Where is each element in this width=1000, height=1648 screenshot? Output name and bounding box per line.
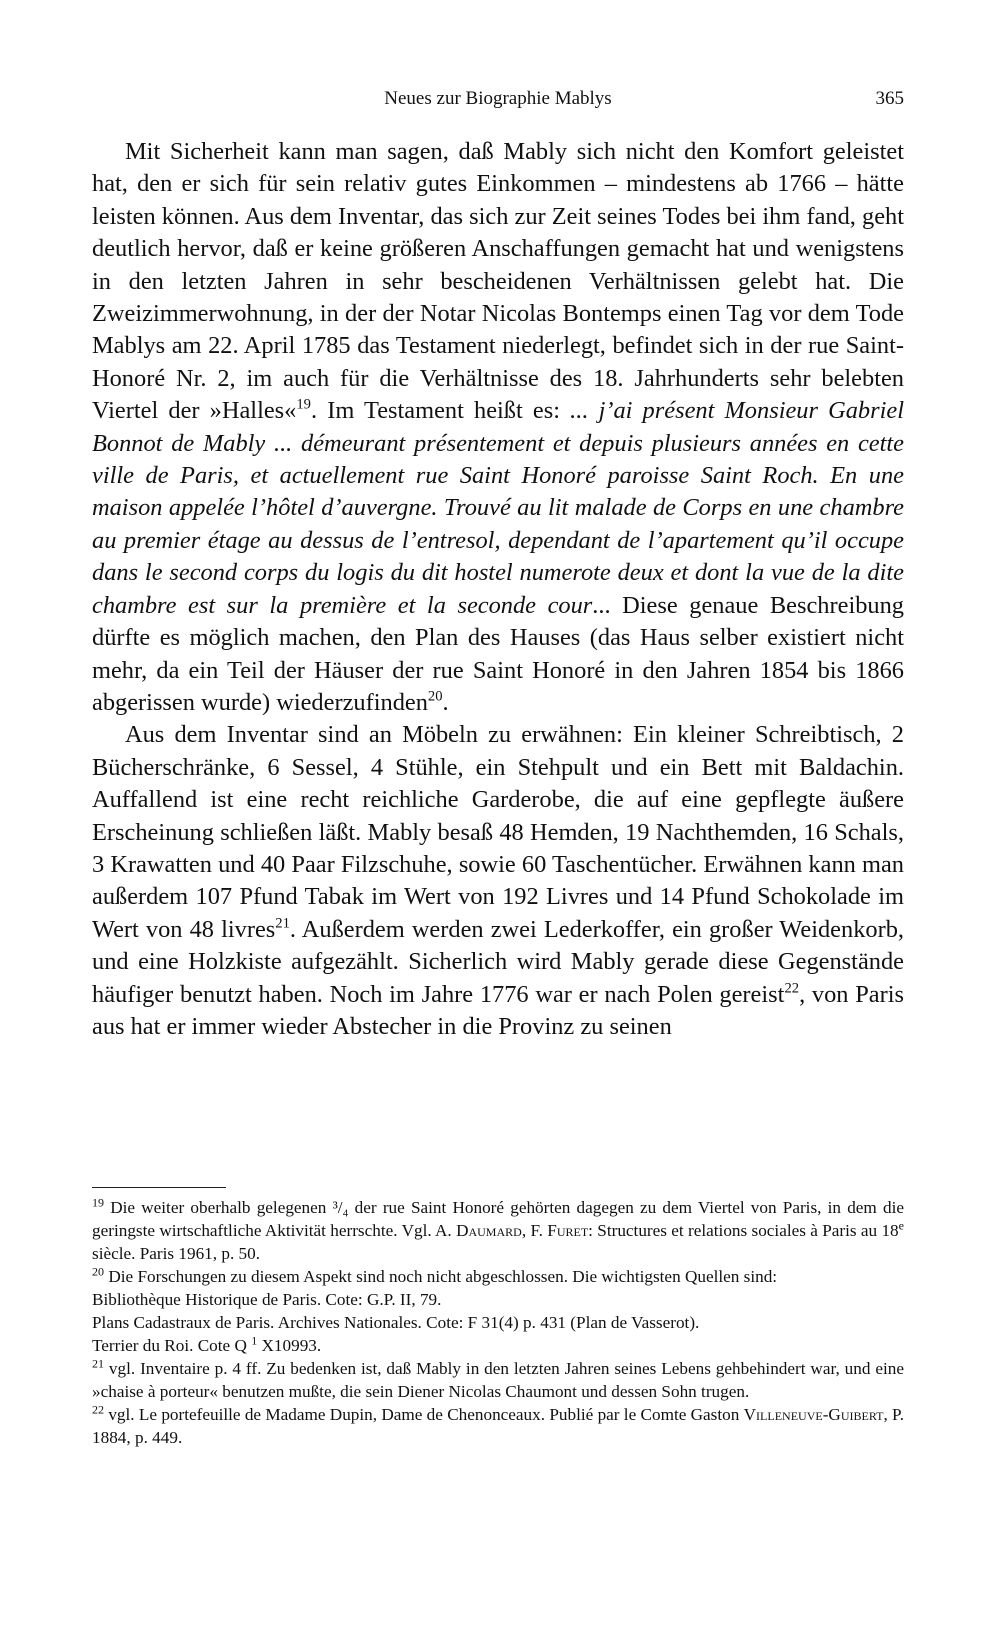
paragraph-2-text: Aus dem Inventar sind an Möbeln zu erwähnen: Ein kleiner Schreibtisch, 2 Bücherschränke, 6 Sessel, 4 Stühle, ein Stehpult und ein Bett mit Baldachin. Auffallend ist eine recht reichliche Garderobe, die auf eine gepflegte äußere Erscheinung schließen läßt. Mably besaß 48 Hemden, 19 Nachthemden, 16 Schals, 3 Krawatten und 40 Paar Filzschuhe, sowie 60 Taschentücher. Erwähnen kann man außerdem 107 Pfund Tabak im Wert von 192 Livres und 14 Pfund Schokolade im Wert von 48 livres: [92, 721, 904, 943]
footnote-text: Die Forschungen zu diesem Aspekt sind noch nicht abgeschlossen. Die wichtigsten Quellen sind:: [104, 1267, 778, 1286]
paragraph-1-text: Mit Sicherheit kann man sagen, daß Mably sich nicht den Komfort geleistet hat, den er sich für sein relativ gutes Einkommen – mindestens ab 1766 – hätte leisten können. Aus dem Inventar, das sich zur Zeit seines Todes bei ihm fand, geht deutlich hervor, daß er keine größeren Anschaffungen gemacht hat und wenigstens in den letzten Jahren in sehr bescheidenen Verhältnissen gelebt hat. Die Zweizimmerwohnung, in der der Notar Nicolas Bontemps einen Tag vor dem Tode Mablys am 22. April 1785 das Testament niederlegt, befindet sich in der rue Saint-Honoré Nr. 2, im auch für die Verhältnisse des 18. Jahrhunderts sehr belebten Viertel der »Halles«: [92, 138, 904, 425]
paragraph-1: [92, 136, 904, 719]
footnote-ref-22: 22: [784, 980, 800, 997]
superscript-1: 1: [251, 1333, 258, 1348]
testament-quote: ... j’ai présent Monsieur Gabriel Bonnot de Mably ... démeurant présentement et depuis plusieurs années en cette ville de Paris, et actuellement rue Saint Honoré paroisse Saint Roch. En une maison appelée l’hôtel d’auvergne. Trouvé au lit malade de Corps en une chambre au premier étage au dessus de l’entresol, dependant de l’apartement qu’il occupe dans le second corps du logis du dit hostel numerote deux et dont la vue de la dite chambre est sur la première et la seconde cour: [92, 397, 904, 619]
footnote-text: vgl. Inventaire p. 4 ff. Zu bedenken ist, daß Mably in den letzten Jahren seines Lebens gehbehindert war, und eine »chaise à porteur« benutzen mußte, die sein Diener Nicolas Chaumont und dessen Sohn trugen.: [92, 1359, 904, 1401]
footnote-22: [92, 1403, 904, 1449]
footnote-text: : Structures et relations sociales à Paris au 18: [588, 1221, 899, 1240]
page-number: 365: [875, 88, 904, 109]
footnote-text: X10993.: [257, 1336, 322, 1355]
footnote-text: Terrier du Roi. Cote Q: [92, 1336, 252, 1355]
footnote-20: [92, 1265, 904, 1288]
footnote-text: vgl. Le portefeuille de Madame Dupin, Dame de Chenonceaux. Publié par le Comte Gaston: [104, 1405, 744, 1424]
paragraph-2-text-3: , von Paris aus hat er immer wieder Abstecher in die Provinz zu seinen: [92, 980, 904, 1040]
author-name: Villeneuve-Guibert: [743, 1405, 884, 1424]
author-name: Daumard: [456, 1221, 522, 1240]
footnote-number: 20: [92, 1264, 105, 1279]
paragraph-1-text-4: .: [442, 688, 449, 716]
footnote-text: Die weiter oberhalb gelegenen ³/₄ der rue Saint Honoré gehörten dagegen zu dem Viertel von Paris, in dem die geringste wirtschaftliche Aktivität herrschte. Vgl. A.: [92, 1198, 904, 1240]
running-title: Neues zur Biographie Mablys: [384, 88, 612, 109]
footnote-text: , F.: [521, 1221, 548, 1240]
footnote-20-source-2: Plans Cadastraux de Paris. Archives Nationales. Cote: F 31(4) p. 431 (Plan de Vasserot).: [92, 1313, 700, 1332]
footnote-19: [92, 1196, 904, 1265]
paragraph-1-text-2: . Im Testament heißt es:: [310, 397, 571, 425]
author-name: Furet: [547, 1221, 589, 1240]
footnote-number: 21: [92, 1356, 105, 1371]
footnote-20-source-1: Bibliothèque Historique de Paris. Cote: G.P. II, 79.: [92, 1290, 442, 1309]
footnote-number: 19: [92, 1195, 105, 1210]
footnote-text: , P. 1884, p. 449.: [92, 1405, 904, 1447]
footnote-ref-19: 19: [296, 396, 311, 413]
superscript-e: e: [898, 1218, 904, 1233]
footnotes: [92, 1196, 904, 1449]
paragraph-1-text-3: ... Diese genaue Beschreibung dürfte es möglich machen, den Plan des Hauses (das Haus selber existiert nicht mehr, da ein Teil der Häuser der rue Saint Honoré in den Jahren 1854 bis 1866 abgerissen wurde) wiederzufinden: [92, 591, 904, 716]
footnote-ref-21: 21: [275, 915, 290, 932]
footnote-divider: [92, 1187, 226, 1188]
main-text: [92, 136, 904, 1043]
paragraph-2: [92, 719, 904, 1043]
page-header: [92, 88, 904, 118]
footnote-ref-20: 20: [427, 688, 443, 705]
footnote-21: [92, 1357, 904, 1403]
footnote-text: siècle. Paris 1961, p. 50.: [92, 1244, 261, 1263]
paragraph-2-text-2: . Außerdem werden zwei Lederkoffer, ein großer Weidenkorb, und eine Holzkiste aufgezählt. Sicherlich wird Mably gerade diese Gegenstände häufiger benutzt haben. Noch im Jahre 1776 war er nach Polen gereist: [92, 915, 904, 1008]
footnote-20-source-3: [92, 1334, 904, 1357]
footnote-number: 22: [92, 1402, 105, 1417]
